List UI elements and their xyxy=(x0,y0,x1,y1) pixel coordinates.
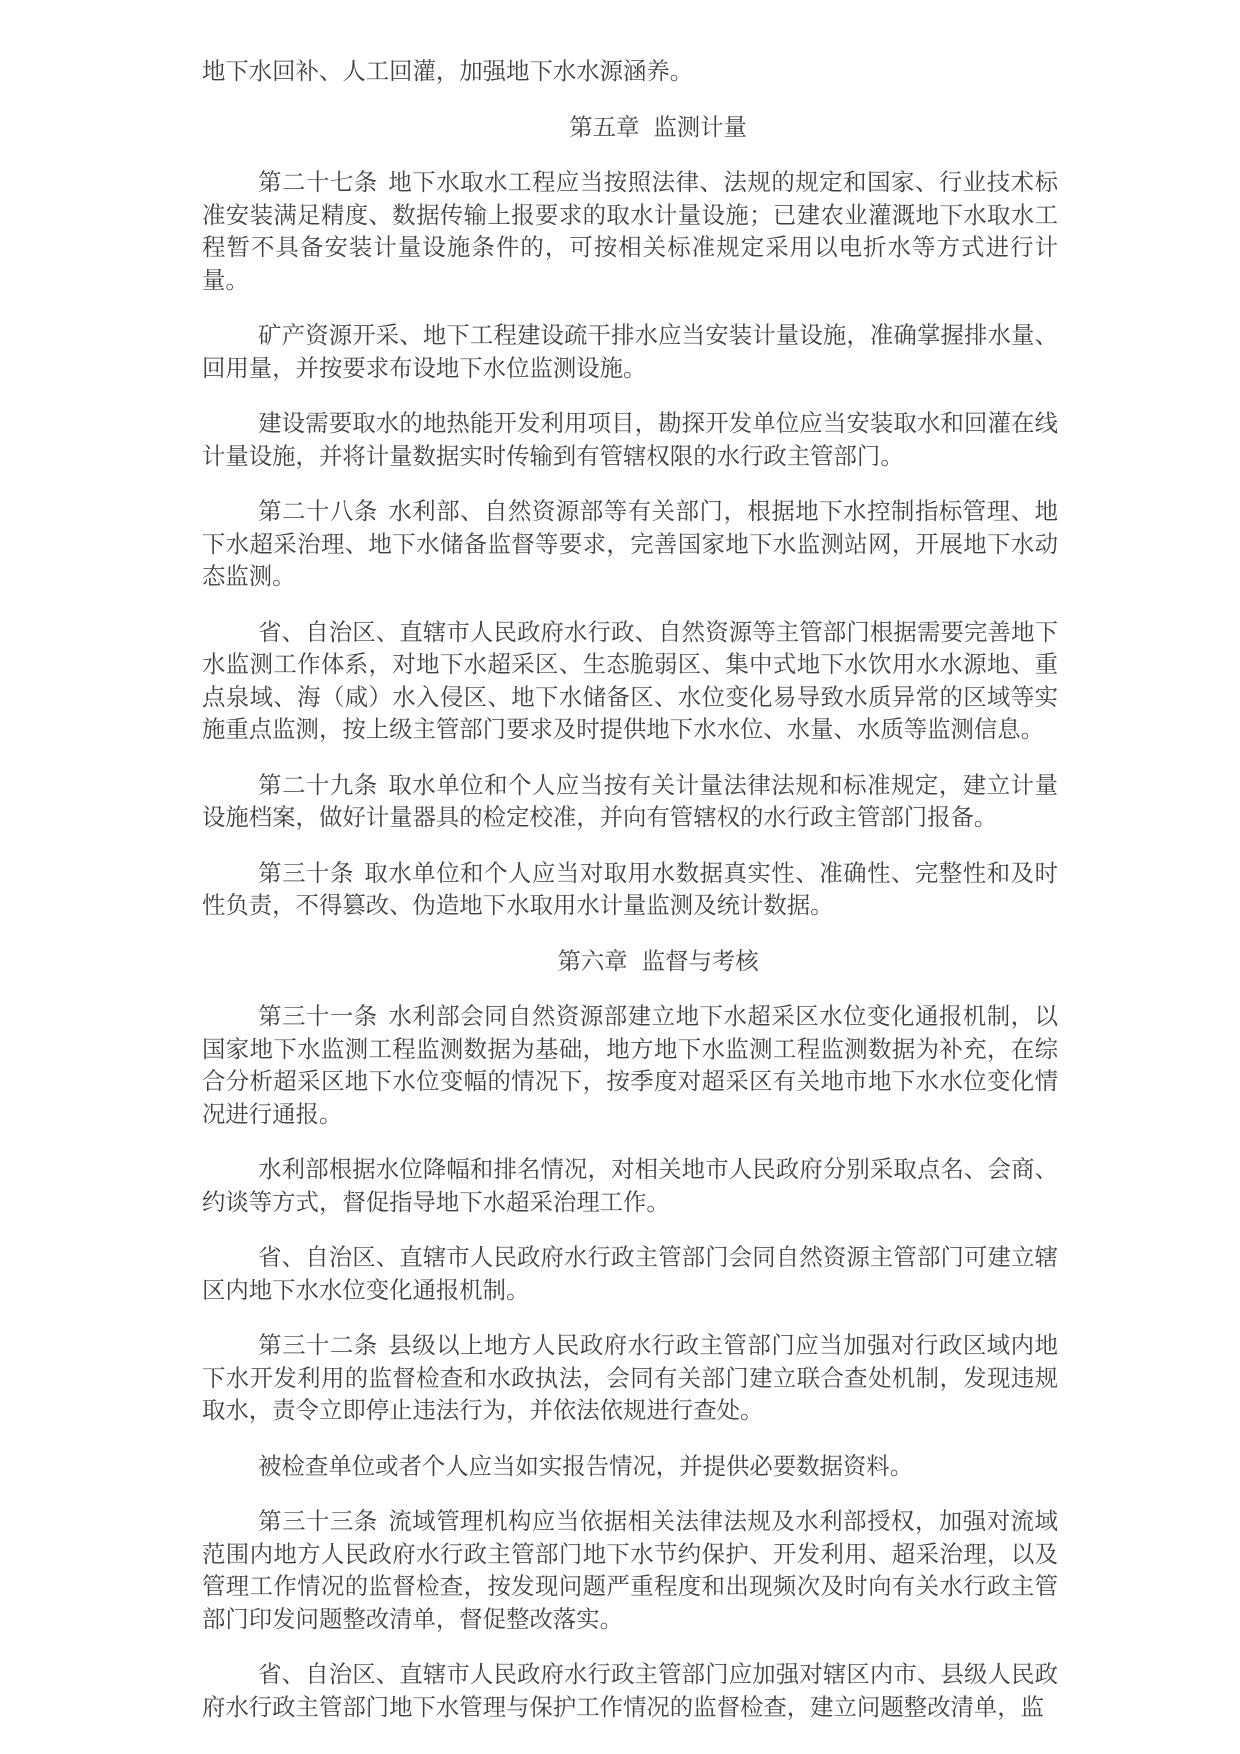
chapter-number: 第六章 xyxy=(557,948,628,975)
article-text: 水利部会同自然资源部建立地下水超采区水位变化通报机制，以国家地下水监测工程监测数据为基础，地方地下水监测工程监测数据为补充，在综合分析超采区地下水位变幅的情况下，按季度对超采区有关地市地下水水位变化情况进行通报。 xyxy=(202,1004,1059,1128)
article-text: 流域管理机构应当依据相关法律法规及水利部授权，加强对流域范围内地方人民政府水行政主管部门地下水节约保护、开发利用、超采治理，以及管理工作情况的监督检查，按发现问题严重程度和出现频次及时向有关水行政主管部门印发问题整改清单，督促整改落实。 xyxy=(202,1509,1059,1633)
article-label: 第三十条 xyxy=(258,860,354,887)
article-label: 第二十八条 xyxy=(258,499,378,525)
paragraph: 被检查单位或者个人应当如实报告情况，并提供必要数据资料。 xyxy=(258,1453,914,1480)
article-text: 地下水取水工程应当按照法律、法规的规定和国家、行业技术标准安装满足精度、数据传输上报要求的取水计量设施；已建农业灌溉地下水取水工程暂不具备安装计量设施条件的，可按相关标准规定采用以电折水等方式进行计量。 xyxy=(202,170,1059,294)
paragraph-article-32 xyxy=(202,1330,1058,1428)
paragraph-continuation: 地下水回补、人工回灌，加强地下水水源涵养。 xyxy=(202,59,694,85)
paragraph-article-30 xyxy=(202,858,1058,923)
paragraph-article-29 xyxy=(202,770,1058,835)
article-text: 取水单位和个人应当对取用水数据真实性、准确性、完整性和及时性负责，不得篡改、伪造地下水取用水计量监测及统计数据。 xyxy=(202,860,1059,919)
article-text: 水利部、自然资源部等有关部门，根据地下水控制指标管理、地下水超采治理、地下水储备监督等要求，完善国家地下水监测站网，开展地下水动态监测。 xyxy=(202,499,1059,590)
article-label: 第二十九条 xyxy=(258,772,378,799)
document-page xyxy=(202,56,1058,1724)
chapter-number: 第五章 xyxy=(569,114,640,141)
article-label: 第三十一条 xyxy=(258,1004,378,1030)
paragraph-truncated: 省、自治区、直辖市人民政府水行政主管部门应加强对辖区内市、县级人民政府水行政主管部门地下水管理与保护工作情况的监督检查，建立问题整改清单，监 xyxy=(202,1662,1058,1721)
article-text: 县级以上地方人民政府水行政主管部门应当加强对行政区域内地下水开发利用的监督检查和水政执法，会同有关部门建立联合查处机制，发现违规取水，责令立即停止违法行为，并依法依规进行查处。 xyxy=(202,1333,1059,1424)
paragraph-article-31 xyxy=(202,1001,1058,1131)
chapter-title: 监测计量 xyxy=(653,114,747,141)
chapter-heading-6 xyxy=(202,946,1058,979)
paragraph: 省、自治区、直辖市人民政府水行政、自然资源等主管部门根据需要完善地下水监测工作体系，对地下水超采区、生态脆弱区、集中式地下水饮用水水源地、重点泉域、海（咸）水入侵区、地下水储备区、水位变化易导致水质异常的区域等实施重点监测，按上级主管部门要求及时提供地下水水位、水量、水质等监测信息。 xyxy=(202,619,1058,743)
paragraph: 建设需要取水的地热能开发利用项目，勘探开发单位应当安装取水和回灌在线计量设施，并将计量数据实时传输到有管辖权限的水行政主管部门。 xyxy=(202,411,1058,470)
article-label: 第三十二条 xyxy=(258,1333,378,1359)
article-label: 第二十七条 xyxy=(258,170,378,196)
paragraph: 水利部根据水位降幅和排名情况，对相关地市人民政府分别采取点名、会商、约谈等方式，督促指导地下水超采治理工作。 xyxy=(202,1157,1058,1216)
chapter-heading-5 xyxy=(202,112,1058,145)
article-label: 第三十三条 xyxy=(258,1509,378,1535)
paragraph: 矿产资源开采、地下工程建设疏干排水应当安装计量设施，准确掌握排水量、回用量，并按要求布设地下水位监测设施。 xyxy=(202,323,1058,382)
paragraph-article-33 xyxy=(202,1506,1058,1636)
article-text: 取水单位和个人应当按有关计量法律法规和标准规定，建立计量设施档案，做好计量器具的检定校准，并向有管辖权的水行政主管部门报备。 xyxy=(202,772,1059,831)
paragraph-article-28 xyxy=(202,496,1058,594)
chapter-title: 监督与考核 xyxy=(641,948,759,975)
paragraph: 省、自治区、直辖市人民政府水行政主管部门会同自然资源主管部门可建立辖区内地下水水位变化通报机制。 xyxy=(202,1245,1058,1304)
paragraph-article-27 xyxy=(202,167,1058,297)
